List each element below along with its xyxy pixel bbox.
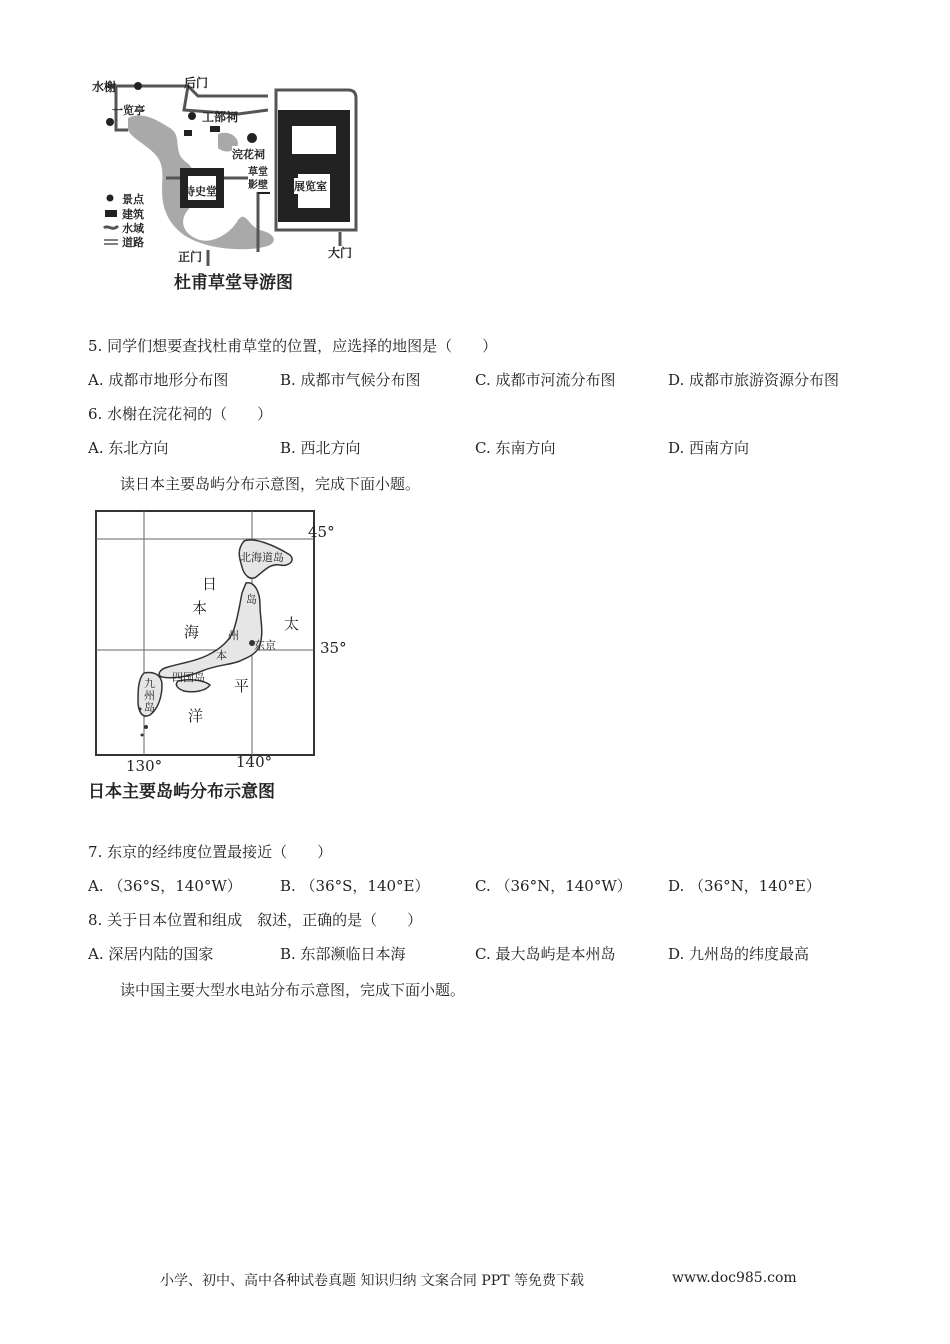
china-intro: 读中国主要大型水电站分布示意图，完成下面小题。 (120, 981, 466, 999)
kyushu-char-2: 州 (144, 689, 155, 702)
sea-of-japan-char-1: 日 (202, 575, 218, 593)
hokkaido-label: 北海道岛 (240, 551, 284, 564)
label-huanhuaci: 浣花祠 (232, 148, 265, 161)
label-caotang-yingbi: 草堂 影壁 (248, 167, 268, 191)
sea-of-japan-char-3: 海 (184, 623, 200, 641)
legend-building: 建筑 (122, 208, 144, 221)
shikoku-label: 四国岛 (172, 671, 205, 684)
honshu-char-1: 本 (216, 649, 227, 662)
label-guanting: 一览亭 (112, 104, 145, 117)
q8-option-d: D. 九州岛的纬度最高 (668, 945, 810, 963)
q6-option-c: C. 东南方向 (475, 439, 556, 457)
tokyo-label: 东京 (254, 639, 276, 652)
footer-text: 小学、初中、高中各种试卷真题 知识归纳 文案合同 PPT 等免费下载 (160, 1273, 584, 1289)
japan-islands-map (84, 505, 364, 805)
q5-stem: 5. 同学们想要查找杜甫草堂的位置，应选择的地图是（ ） (88, 337, 498, 355)
sea-of-japan-char-2: 本 (192, 599, 208, 617)
lat-label-45: 45° (308, 523, 335, 541)
q5-option-b: B. 成都市气候分布图 (280, 371, 421, 389)
q8-option-a: A. 深居内陆的国家 (88, 945, 214, 963)
dufu-caotang-map (88, 70, 378, 305)
q8-option-c: C. 最大岛屿是本州岛 (475, 945, 616, 963)
q6-option-b: B. 西北方向 (280, 439, 361, 457)
lon-label-140: 140° (236, 753, 273, 771)
label-damen: 大门 (328, 246, 353, 260)
map2-title: 日本主要岛屿分布示意图 (88, 782, 275, 802)
lat-label-35: 35° (320, 639, 347, 657)
q5-option-c: C. 成都市河流分布图 (475, 371, 616, 389)
q6-stem: 6. 水榭在浣花祠的（ ） (88, 405, 273, 423)
q7-option-d: D. （36°N，140°E） (668, 877, 821, 895)
q5-option-d: D. 成都市旅游资源分布图 (668, 371, 840, 389)
pacific-char-2: 平 (234, 677, 250, 695)
lon-label-130: 130° (126, 757, 163, 775)
q7-option-b: B. （36°S，140°E） (280, 877, 430, 895)
q7-option-a: A. （36°S，140°W） (88, 877, 242, 895)
japan-intro: 读日本主要岛屿分布示意图，完成下面小题。 (120, 475, 421, 493)
q8-stem: 8. 关于日本位置和组成 叙述，正确的是（ ） (88, 911, 423, 929)
legend-water: 水域 (122, 222, 144, 235)
q5-option-a: A. 成都市地形分布图 (88, 371, 229, 389)
label-shuixie: 水榭 (92, 80, 117, 94)
label-shishitang: 诗史堂 (184, 185, 217, 198)
kyushu-char-3: 岛 (144, 701, 155, 714)
legend-scenic: 景点 (122, 193, 144, 206)
q6-option-d: D. 西南方向 (668, 439, 750, 457)
q7-option-c: C. （36°N，140°W） (475, 877, 632, 895)
q6-option-a: A. 东北方向 (88, 439, 169, 457)
honshu-char-2: 岛 (246, 593, 257, 606)
q8-option-b: B. 东部濒临日本海 (280, 945, 406, 963)
map1-title: 杜甫草堂导游图 (174, 273, 293, 293)
label-gongbuci: 工部祠 (202, 110, 239, 124)
label-zhengmen: 正门 (178, 250, 203, 264)
honshu-char-3: 州 (228, 629, 239, 642)
pacific-char-1: 太 (284, 615, 300, 633)
q7-stem: 7. 东京的经纬度位置最接近（ ） (88, 843, 333, 861)
footer-url[interactable]: www.doc985.com (672, 1270, 797, 1286)
label-houmen: 后门 (184, 76, 209, 90)
kyushu-char-1: 九 (144, 677, 155, 690)
legend-road: 道路 (122, 236, 144, 249)
pacific-char-3: 洋 (188, 707, 204, 725)
label-zhanlanshi: 展览室 (294, 180, 327, 193)
